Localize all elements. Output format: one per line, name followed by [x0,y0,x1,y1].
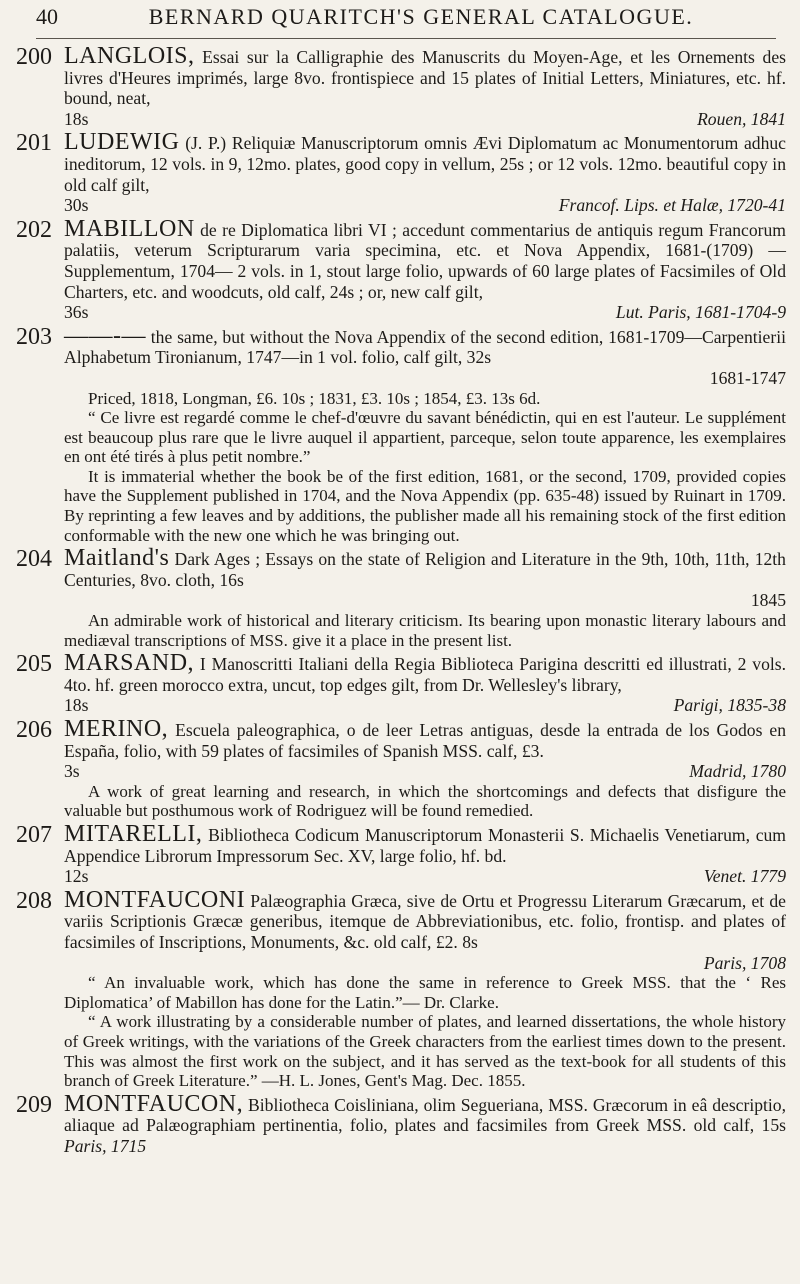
entry-note: “ An invaluable work, which has done the same in reference to Greek MSS. that the ‘ Res Diplomatica’ of Mabillon has done for the Latin.”— Dr. Clarke. [64,973,786,1012]
lot-number: 208 [16,887,52,914]
lot-number: 202 [16,216,52,243]
catalogue-entry [4,716,794,821]
entry-body [64,129,794,216]
lot-number: 200 [16,44,52,70]
entry-body [64,820,794,887]
entry-imprint: 1681-1747 [709,367,786,388]
catalogue-entry [4,43,794,129]
entry-imprint: 1845 [750,590,786,611]
price-line [64,695,786,716]
catalogue-entry [4,322,794,546]
entry-price: 18s [64,695,89,716]
entry-price: 36s [64,302,89,323]
lot-number: 201 [16,130,52,157]
entry-imprint: Lut. Paris, 1681-1704-9 [615,302,786,323]
entry-text: Escuela paleographica, o de leer Letras antiguas, desde la entrada de los Godos en España, folio, with 59 plates of facsimiles of Spanish MSS. calf, £3. [64,720,786,761]
entry-body [64,716,794,821]
entry-text: Palæographia Græca, sive de Ortu et Progressu Literarum Græcarum, et de variis Scriptionis Græcæ generibus, itemque de Abbreviationibus, etc. folio, frontisp. and plates of facsimiles of Inscriptions, Monuments, &c. old calf, £2. 8s [64,890,786,952]
entry-text: the same, but without the Nova Appendix of the second edition, 1681-1709—Carpentierii Alphabetum Tironianum, 1747—in 1 vol. folio, calf gilt, 32s [64,326,786,368]
entry-text: Essai sur la Calligraphie des Manuscrits du Moyen-Age, et les Ornements des livres d'Heures imprimés, large 8vo. frontispiece and 15 plates of Initial Letters, Miniatures, etc. hf. bound, neat, [64,47,786,109]
entry-note: An admirable work of historical and literary criticism. Its bearing upon monastic literary labours and mediæval transcriptions of MSS. give it a place in the present list. [64,611,786,650]
lot-number: 209 [16,1091,52,1118]
price-line [64,302,786,323]
entry-body [64,215,794,323]
entry-body [64,650,794,716]
entry-heading: MARSAND, [64,650,195,677]
price-line [64,195,786,216]
entry-text: de re Diplomatica libri VI ; accedunt commentarius de antiquis regum Francorum palatiis, veterum Scripturarum varia specimina, etc. et Nova Appendix, 1681-(1709) —Supplementum, 1704— 2 vols. in 1, stout large folio, upwards of 60 large plates of Facsimiles of Old Charters, etc. and woodcuts, old calf, 24s ; or, new calf gilt, [64,219,786,302]
entry-heading: MITARELLI, [64,820,203,847]
entry-body [64,322,794,546]
price-line [64,368,786,389]
entry-note: A work of great learning and research, in which the shortcomings and defects that disfigure the valuable but posthumous work of Rodriguez will be found remedied. [64,781,786,821]
entry-body [64,545,794,650]
catalogue-entry [4,650,794,716]
lot-number: 204 [16,546,52,573]
entry-imprint: Madrid, 1780 [689,761,786,782]
entry-text: Bibliotheca Codicum Manuscriptorum Monasterii S. Michaelis Venetiarum, cum Appendice Librorum Impressorum Sec. XV, large folio, hf. bd. [64,824,786,866]
entry-body [64,1090,794,1157]
price-line [64,761,786,782]
entry-price: 3s [64,761,80,782]
entry-note: Priced, 1818, Longman, £6. 10s ; 1831, £3. 10s ; 1854, £3. 13s 6d. [88,388,541,408]
entry-imprint: Paris, 1708 [703,952,786,973]
entry-note: “ Ce livre est regardé comme le chef-d'œuvre du savant bénédictin, qui en est l'auteur. Le supplément est beaucoup plus rare que le livre auquel il appartient, parceque, selon toute apparence, les exemplaires en ont été tirés à plus petit nombre.” [64,408,786,467]
entry-heading: LUDEWIG [64,129,180,156]
entry-imprint: Venet. 1779 [703,866,786,887]
catalogue-entry [4,1090,794,1157]
price-line [64,109,786,130]
catalogue-entry [4,820,794,887]
lot-number: 207 [16,821,52,848]
entry-heading: ——-— [64,322,146,349]
price-line [64,590,786,611]
entry-text: Dark Ages ; Essays on the state of Religion and Literature in the 9th, 10th, 11th, 12th Centuries, 8vo. cloth, 16s [64,549,786,590]
entry-heading: LANGLOIS, [64,43,195,69]
catalogue-entry [4,886,794,1091]
catalogue-entries [4,43,794,1159]
entry-price: 18s [64,108,89,129]
entry-heading: MERINO, [64,716,169,742]
entry-imprint: Francof. Lips. et Halæ, 1720-41 [558,195,786,216]
entry-body [64,886,794,1091]
price-line [64,953,786,974]
entry-price: 30s [64,195,89,216]
running-header [36,4,776,39]
entry-imprint: Paris, 1715 [64,1135,147,1156]
catalogue-entry [4,545,794,650]
catalogue-entry [4,129,794,216]
lot-number: 203 [16,323,52,350]
entry-heading: Maitland's [64,545,170,572]
entry-text: (J. P.) Reliquiæ Manuscriptorum omnis Ævi Diplomatum ac Monumentorum adhuc ineditorum, 12 vols. in 9, 12mo. plates, good copy in vellum, 25s ; or 12 vols. 12mo. beautiful copy in old calf gilt, [64,133,786,195]
entry-note: It is immaterial whether the book be of the first edition, 1681, or the second, 1709, provided copies have the Supplement published in 1704, and the Nova Appendix (pp. 635-48) issued by Ruinart in 1709. By reprinting a few leaves and by additions, the publisher made all his remaining stock of the first edition conformable with the new one which he was bringing out. [64,466,786,545]
lot-number: 206 [16,717,52,743]
entry-body [64,43,794,129]
entry-heading: MONTFAUCONI [64,886,246,913]
price-line [64,866,786,887]
entry-price: 12s [64,866,89,887]
catalogue-entry [4,215,794,323]
entry-imprint: Parigi, 1835-38 [673,695,786,716]
entry-heading: MONTFAUCON, [64,1090,244,1117]
entry-heading: MABILLON [64,215,195,242]
entry-imprint: Rouen, 1841 [697,108,786,129]
entry-note: “ A work illustrating by a considerable number of plates, and learned dissertations, the whole history of Greek writings, with the variations of the Greek characters from the earliest times down to the present. This was almost the first work on the subject, and it has served as the text-book for all students of this branch of Greek Literature.” —H. L. Jones, Gent's Mag. Dec. 1855. [64,1012,786,1091]
entry-text: I Manoscritti Italiani della Regia Biblioteca Parigina descritti ed illustrati, 2 vols. 4to. hf. green morocco extra, uncut, top edges gilt, from Dr. Wellesley's library, [64,654,786,695]
entry-text: Bibliotheca Coisliniana, olim Segueriana, MSS. Græcorum in eâ descriptio, aliaque ad Palæographiam pertinentia, folio, plates and facsimiles from Greek MSS. old calf, 15s [64,1094,786,1136]
page-number: 40 [36,4,58,29]
running-title: BERNARD QUARITCH'S GENERAL CATALOGUE. [148,4,694,29]
lot-number: 205 [16,651,52,678]
